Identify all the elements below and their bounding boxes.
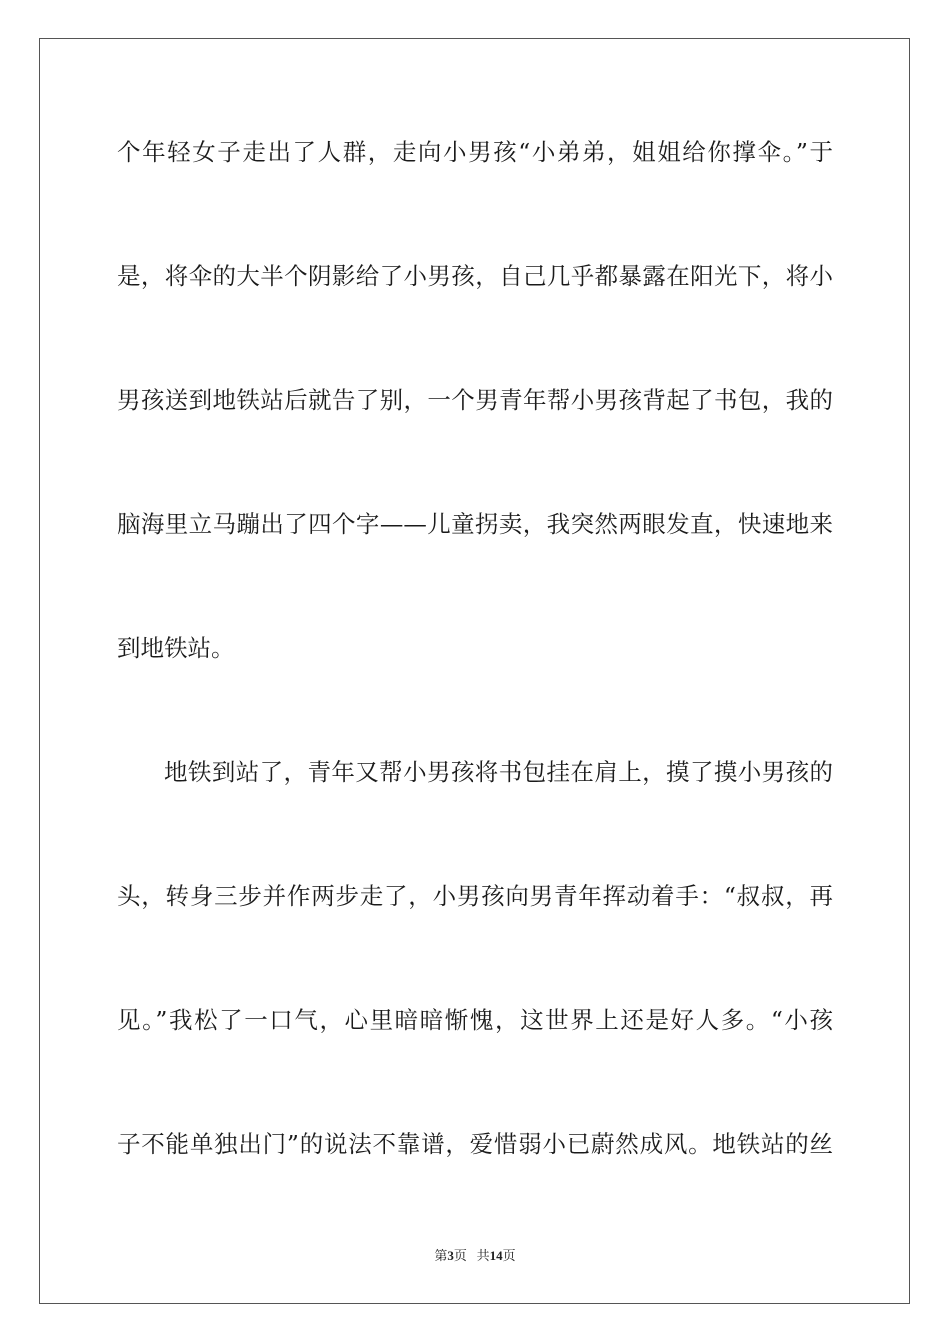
total-pages: 14 [489,1248,503,1263]
text-line: 男孩送到地铁站后就告了别，一个男青年帮小男孩背起了书包，我的 [117,386,833,414]
text-line: 见。”我松了一口气，心里暗暗惭愧，这世界上还是好人多。“小孩 [117,1006,833,1034]
text-line: 是，将伞的大半个阴影给了小男孩，自己几乎都暴露在阳光下，将小 [117,262,833,290]
text-line: 脑海里立马蹦出了四个字——儿童拐卖，我突然两眼发直，快速地来 [117,510,833,538]
text-line: 到地铁站。 [117,634,235,662]
footer-page-suffix: 页 [453,1248,467,1263]
text-line: 地铁到站了，青年又帮小男孩将书包挂在肩上，摸了摸小男孩的 [164,758,833,786]
footer-total-suffix: 页 [502,1248,516,1263]
page-footer [0,1248,950,1264]
page-border [39,38,910,1304]
page-number: 3 [447,1248,454,1263]
text-line: 头，转身三步并作两步走了，小男孩向男青年挥动着手：“叔叔，再 [117,882,833,910]
text-line: 子不能单独出门”的说法不靠谱，爱惜弱小已蔚然成风。地铁站的丝 [117,1130,833,1158]
text-line: 个年轻女子走出了人群，走向小男孩“小弟弟，姐姐给你撑伞。”于 [117,138,833,166]
footer-prefix: 第 [434,1248,448,1263]
footer-total-prefix: 共 [476,1248,490,1263]
